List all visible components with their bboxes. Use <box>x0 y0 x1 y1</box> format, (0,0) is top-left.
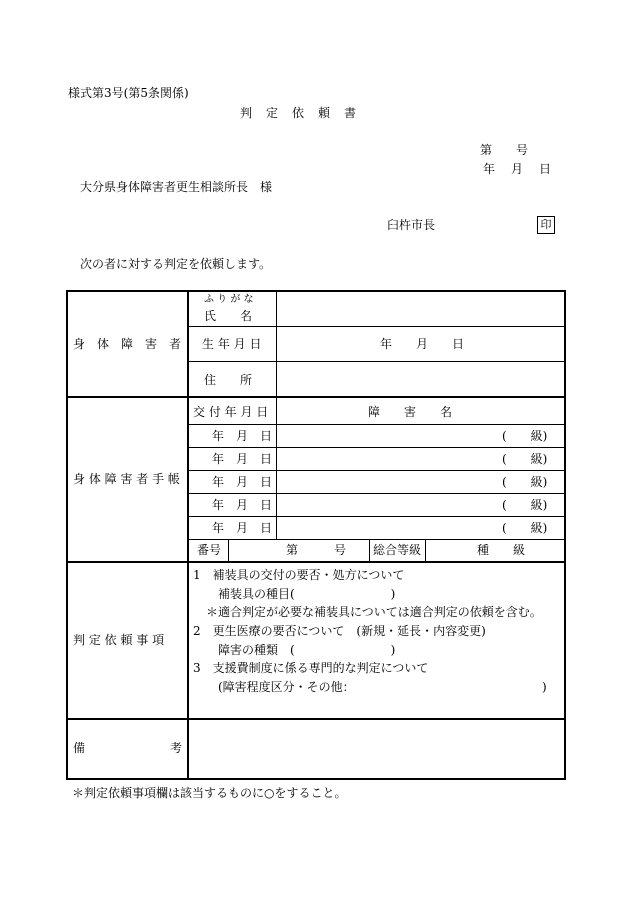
name-label: 氏 名 <box>204 309 253 323</box>
handbook-row-date: 年 月 日 <box>212 498 273 512</box>
total-grade-value: 種 級 <box>477 543 526 557</box>
divider <box>188 447 565 448</box>
divider <box>66 396 566 398</box>
request-item-2: 2 更生医療の要否について (新規・延長・内容変更) <box>193 624 486 638</box>
total-grade-label: 総合等級 <box>373 543 422 557</box>
handbook-row-grade: ( 級) <box>502 452 548 466</box>
page-title: 判 定 依 頼 書 <box>240 106 358 120</box>
request-item-2-type: 障害の種類 ( ) <box>218 643 396 657</box>
divider <box>276 397 277 539</box>
remarks-label: 考 <box>170 741 183 755</box>
divider <box>228 539 229 561</box>
disability-name-header: 障 害 名 <box>368 405 453 419</box>
handbook-row-grade: ( 級) <box>502 429 548 443</box>
divider <box>369 539 370 561</box>
address-label: 住 所 <box>204 373 253 387</box>
section-label-person: 身 体 障 害 者 <box>73 337 182 351</box>
section-label-request: 判 定 依 頼 事 項 <box>73 633 165 647</box>
handbook-row-date: 年 月 日 <box>212 521 273 535</box>
addressee: 大分県身体障害者更生相談所長 様 <box>80 180 273 194</box>
divider <box>188 516 565 517</box>
document-number: 第 号 <box>480 143 529 157</box>
handbook-row-grade: ( 級) <box>502 521 548 535</box>
divider <box>188 493 565 494</box>
handbook-row-grade: ( 級) <box>502 498 548 512</box>
divider <box>66 718 566 720</box>
divider <box>276 290 277 396</box>
divider <box>188 539 565 540</box>
form-label: 様式第3号(第5条関係) <box>68 86 189 100</box>
request-item-3-detail: (障害程度区分・その他： <box>218 680 355 694</box>
handbook-number-label: 番号 <box>197 543 222 557</box>
request-item-1-note: ＊適合判定が必要な補装具については適合判定の依頼を含む。 <box>206 605 542 619</box>
request-item-3: 3 支援費制度に係る専門的な判定について <box>193 661 429 675</box>
footnote: ＊判定依頼事項欄は該当するものに○をすること。 <box>72 786 347 800</box>
section-label-handbook: 身 体 障 害 者 手 帳 <box>73 472 180 486</box>
seal-stamp: 印 <box>537 216 555 234</box>
divider <box>187 290 189 780</box>
birth-date-value: 年 月 日 <box>380 337 465 351</box>
sender: 臼杵市長 <box>387 218 436 232</box>
furigana-label: ふ り が な <box>204 294 254 305</box>
handbook-number-value: 第 号 <box>286 543 347 557</box>
request-item-1-type: 補装具の種目( ) <box>218 587 396 601</box>
issue-date-header: 交 付 年 月 日 <box>193 405 269 419</box>
handbook-row-date: 年 月 日 <box>212 452 273 466</box>
divider <box>66 561 566 563</box>
document-date: 年 月 日 <box>483 162 554 176</box>
request-form-table <box>66 290 566 780</box>
divider <box>188 326 565 327</box>
remarks-label: 備 <box>73 741 86 755</box>
request-item-3-close: ) <box>542 680 547 694</box>
divider <box>188 361 565 362</box>
intro-text: 次の者に対する判定を依頼します。 <box>80 257 272 271</box>
birth-date-label: 生 年 月 日 <box>202 337 262 351</box>
request-item-1: 1 補装具の交付の要否・処方について <box>193 568 405 582</box>
handbook-row-grade: ( 級) <box>502 475 548 489</box>
divider <box>188 424 565 425</box>
handbook-row-date: 年 月 日 <box>212 475 273 489</box>
handbook-row-date: 年 月 日 <box>212 429 273 443</box>
divider <box>425 539 426 561</box>
divider <box>188 470 565 471</box>
